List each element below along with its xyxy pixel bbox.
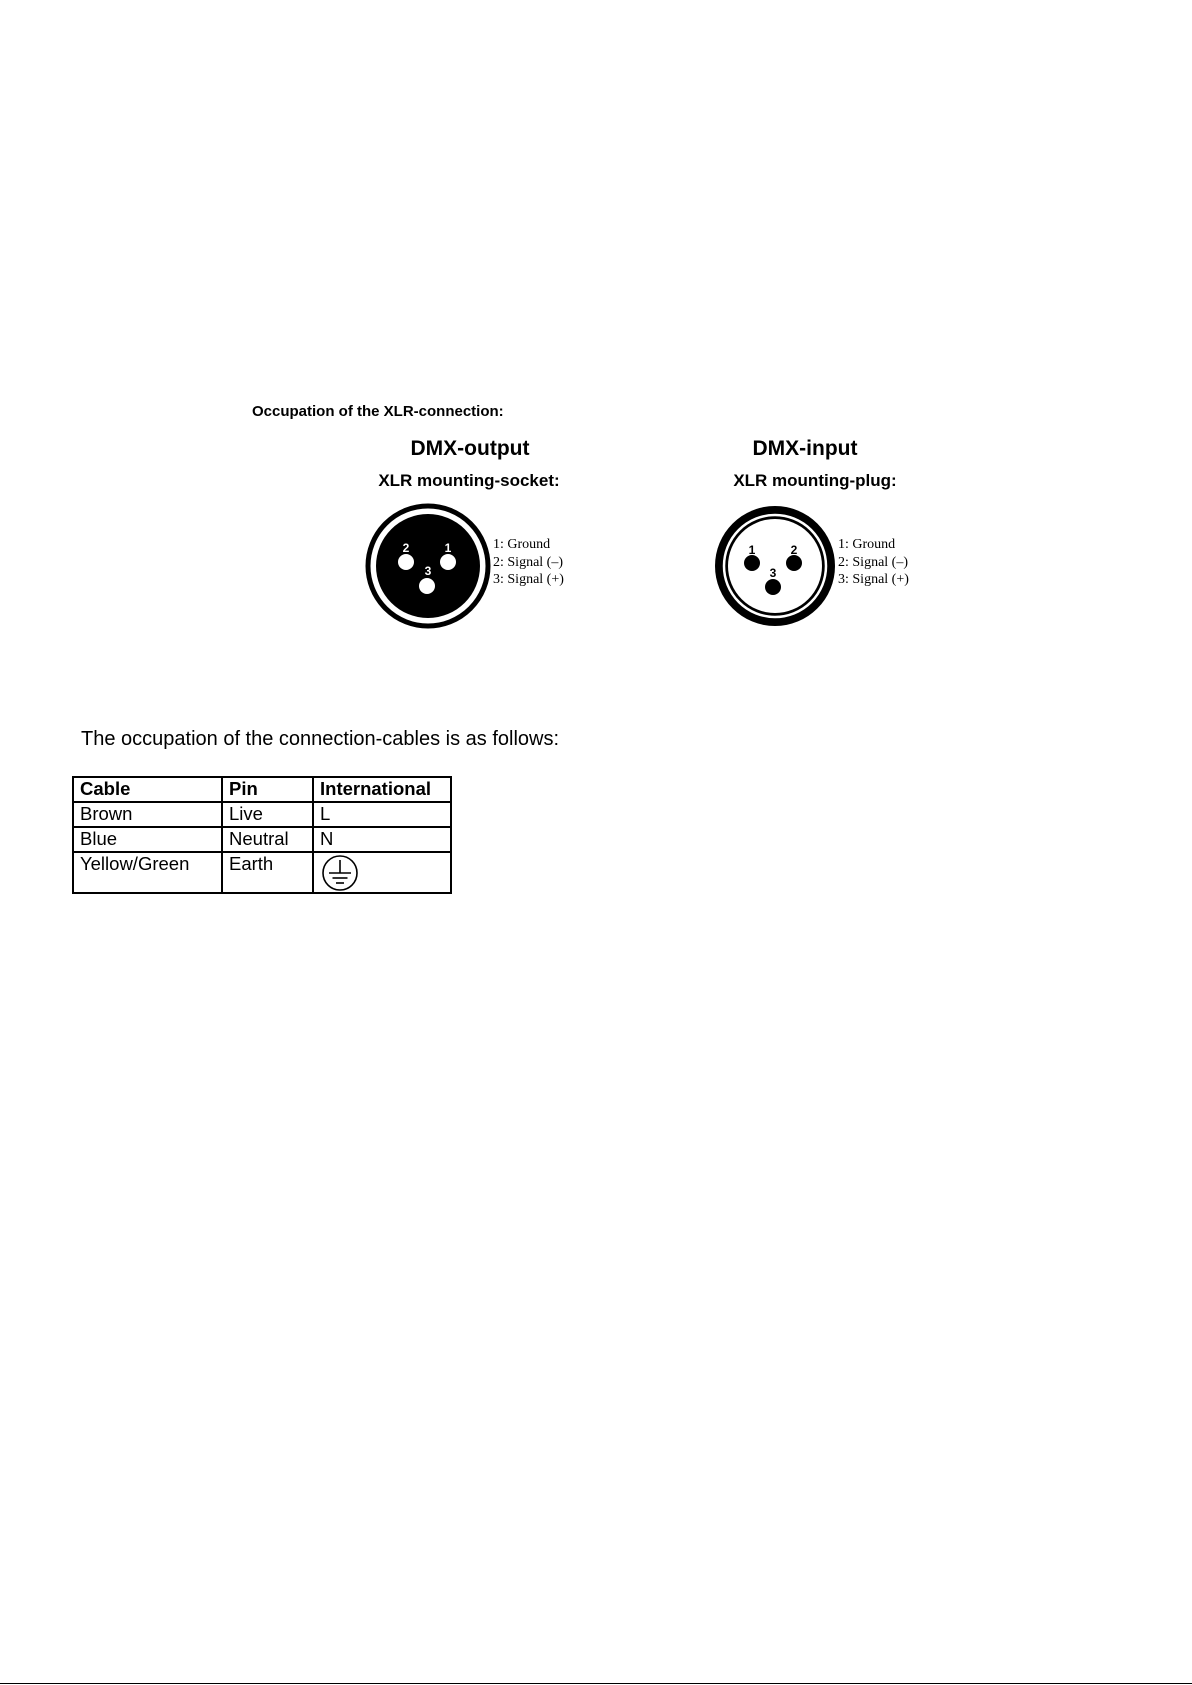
cell-international: L [313, 802, 451, 827]
protective-earth-icon [320, 854, 364, 892]
xlr-section-heading: Occupation of the XLR-connection: [252, 403, 504, 420]
socket-pin-3 [419, 578, 435, 594]
dmx-output-subtitle: XLR mounting-socket: [378, 471, 560, 490]
cell-cable: Brown [73, 802, 222, 827]
page-bottom-rule [0, 1683, 1192, 1684]
cell-international: N [313, 827, 451, 852]
legend-item: 3: Signal (+) [493, 572, 564, 587]
plug-pin-3-label: 3 [769, 566, 777, 580]
legend-item: 1: Ground [838, 537, 896, 552]
legend-item: 2: Signal (–) [493, 554, 563, 570]
column-header-international: International [313, 777, 451, 802]
cell-cable: Blue [73, 827, 222, 852]
dmx-output-title: DMX-output [410, 437, 530, 460]
column-header-cable: Cable [73, 777, 222, 802]
cell-international [313, 852, 451, 893]
dmx-input-title: DMX-input [752, 437, 858, 460]
socket-pin-1-label: 1 [444, 541, 452, 555]
table-row [73, 827, 451, 852]
dmx-output-pin-legend [493, 536, 564, 589]
plug-pin-2-label: 2 [790, 543, 798, 557]
cell-pin: Live [222, 802, 313, 827]
plug-pin-2 [786, 555, 802, 571]
cell-pin: Earth [222, 852, 313, 893]
dmx-input-pin-legend [838, 536, 909, 589]
plug-pin-1 [744, 555, 760, 571]
column-header-pin: Pin [222, 777, 313, 802]
cell-pin: Neutral [222, 827, 313, 852]
table-header-row [73, 777, 451, 802]
legend-item: 2: Signal (–) [838, 554, 908, 570]
cell-cable: Yellow/Green [73, 852, 222, 893]
plug-pin-3 [765, 579, 781, 595]
cable-table [72, 776, 452, 894]
socket-pin-1 [440, 554, 456, 570]
legend-item: 3: Signal (+) [838, 572, 909, 587]
socket-pin-3-label: 3 [424, 564, 432, 578]
table-row [73, 802, 451, 827]
xlr-plug-icon [712, 503, 838, 629]
table-row [73, 852, 451, 893]
dmx-input-subtitle: XLR mounting-plug: [733, 471, 897, 490]
socket-pin-2-label: 2 [402, 541, 410, 555]
cables-heading: The occupation of the connection-cables is as follows: [81, 728, 560, 750]
plug-pin-1-label: 1 [748, 543, 756, 557]
xlr-socket-icon [365, 503, 491, 629]
socket-pin-2 [398, 554, 414, 570]
legend-item: 1: Ground [493, 537, 551, 552]
